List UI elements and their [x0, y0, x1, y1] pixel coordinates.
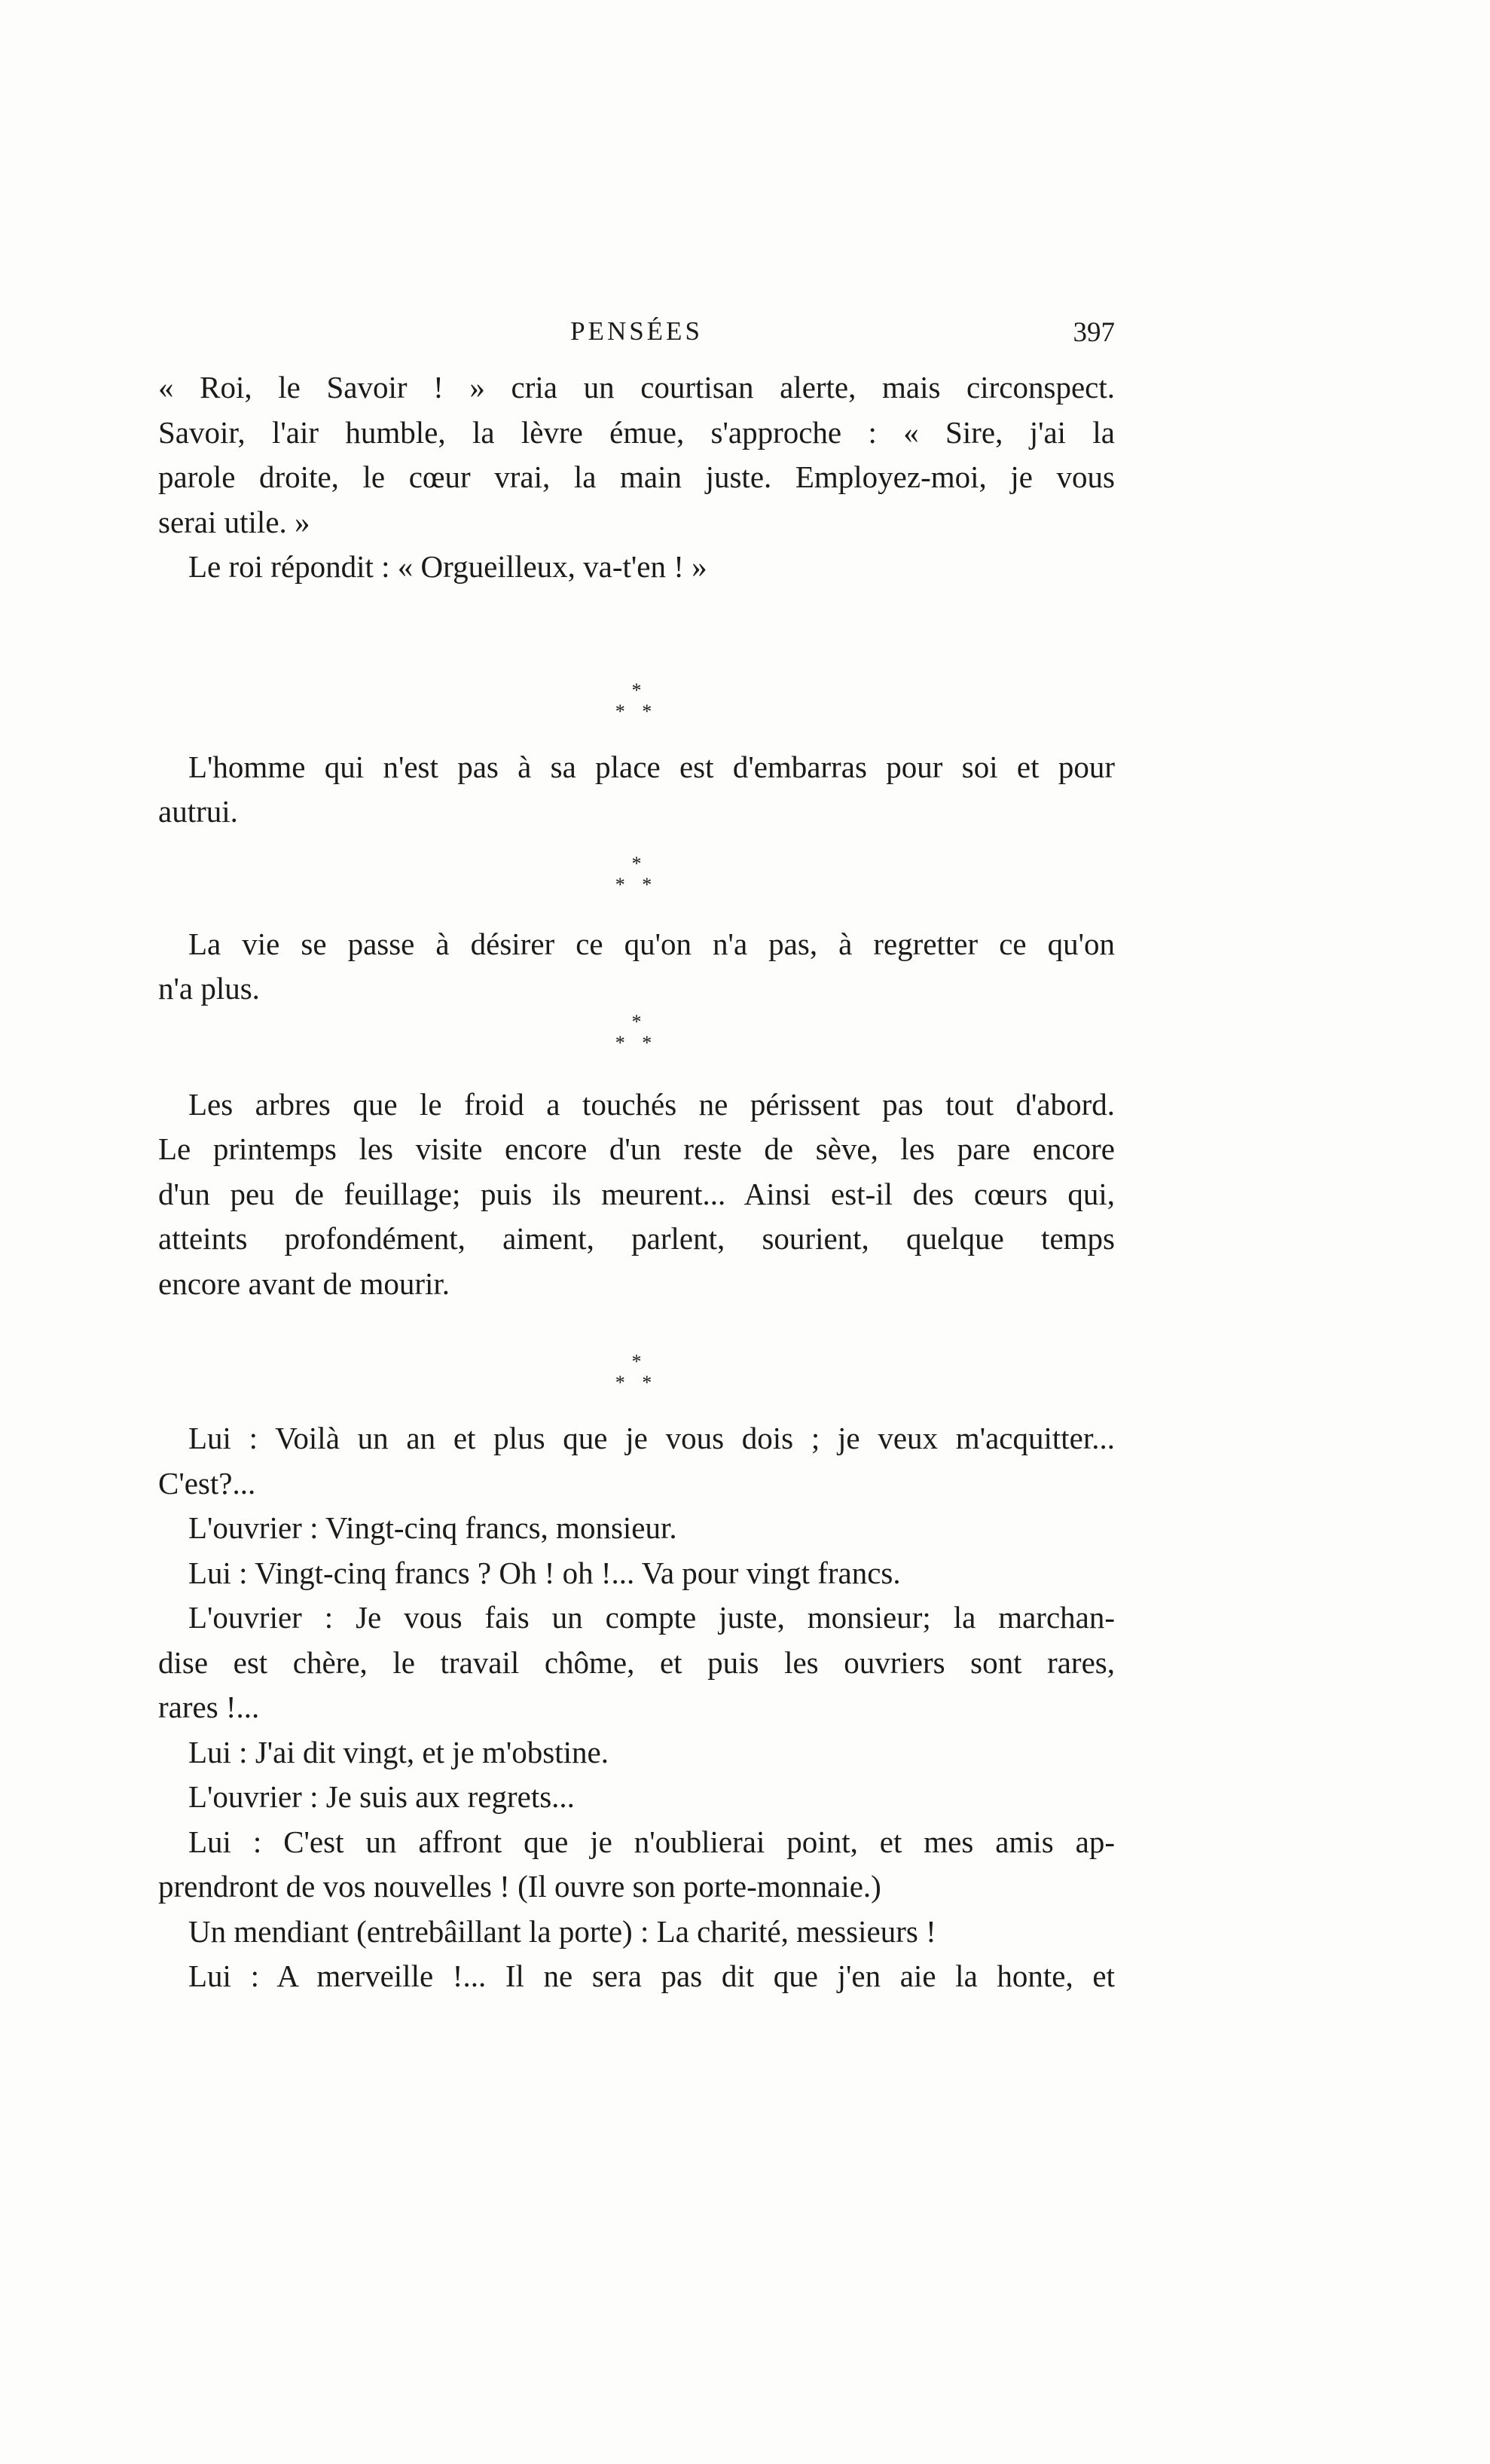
- asterism-bottom: * *: [615, 873, 658, 896]
- dialogue-line: Lui : Voilà un an et plus que je vous dois ; je veux m'acquitter...: [188, 1421, 1115, 1455]
- page-number: 397: [1073, 317, 1115, 348]
- asterism-top: *: [631, 679, 642, 701]
- text-line: parole droite, le cœur vrai, la main juste. Employez-moi, je vous: [158, 460, 1115, 494]
- dialogue-line: Un mendiant (entrebâillant la porte) : La charité, messieurs !: [188, 1913, 936, 1949]
- text-line: La vie se passe à désirer ce qu'on n'a pas, à regretter ce qu'on: [188, 926, 1115, 961]
- dialogue-line: Lui : Vingt-cinq francs ? Oh ! oh !... Va pour vingt francs.: [188, 1555, 901, 1590]
- dialogue-line: C'est?...: [158, 1465, 256, 1501]
- text-line: atteints profondément, aiment, parlent, sourient, quelque temps: [158, 1221, 1115, 1256]
- text-line: Le printemps les visite encore d'un reste de sève, les pare encore: [158, 1131, 1115, 1166]
- text-line: encore avant de mourir.: [158, 1266, 450, 1301]
- dialogue-line: rares !...: [158, 1690, 260, 1724]
- dialogue-line: dise est chère, le travail chôme, et puis les ouvriers sont rares,: [158, 1644, 1115, 1680]
- text-line: n'a plus.: [158, 971, 260, 1006]
- asterism-top: *: [631, 852, 642, 875]
- dialogue-line: prendront de vos nouvelles ! (Il ouvre son porte-monnaie.): [158, 1869, 881, 1904]
- text-line: Savoir, l'air humble, la lèvre émue, s'approche : « Sire, j'ai la: [158, 414, 1115, 450]
- text-line: serai utile. »: [158, 504, 310, 539]
- text-line: d'un peu de feuillage; puis ils meurent... Ainsi est-il des cœurs qui,: [158, 1176, 1115, 1211]
- asterism-top: *: [631, 1351, 642, 1372]
- asterism-divider: [158, 1351, 1115, 1394]
- body-text: [158, 365, 1115, 1999]
- dialogue-line: L'ouvrier : Je suis aux regrets...: [188, 1779, 575, 1814]
- asterism-bottom: * *: [615, 1372, 658, 1394]
- dialogue-line: Lui : J'ai dit vingt, et je m'obstine.: [188, 1734, 609, 1769]
- asterism-divider: [158, 853, 1115, 896]
- dialogue-line: L'ouvrier : Je vous fais un compte juste, monsieur; la marchan-: [188, 1600, 1115, 1635]
- dialogue-line: Lui : C'est un affront que je n'oublierai point, et mes amis ap-: [188, 1824, 1115, 1859]
- dialogue-line: L'ouvrier : Vingt-cinq francs, monsieur.: [188, 1510, 677, 1545]
- text-line: Les arbres que le froid a touchés ne périssent pas tout d'abord.: [188, 1086, 1115, 1122]
- text-line: autrui.: [158, 794, 238, 829]
- text-line: « Roi, le Savoir ! » cria un courtisan alerte, mais circonspect.: [158, 370, 1115, 405]
- dialogue-line: Lui : A merveille !... Il ne sera pas dit que j'en aie la honte, et: [188, 1959, 1115, 1993]
- text-line: L'homme qui n'est pas à sa place est d'embarras pour soi et pour: [188, 749, 1115, 784]
- asterism-top: *: [631, 1010, 642, 1033]
- running-head-title: PENSÉES: [570, 316, 703, 346]
- running-head: [158, 316, 1115, 354]
- text-line: Le roi répondit : « Orgueilleux, va-t'en ! »: [188, 549, 707, 584]
- asterism-divider: [158, 680, 1115, 722]
- asterism-bottom: * *: [615, 1031, 658, 1054]
- asterism-divider: [158, 1012, 1115, 1054]
- asterism-bottom: * *: [615, 700, 658, 722]
